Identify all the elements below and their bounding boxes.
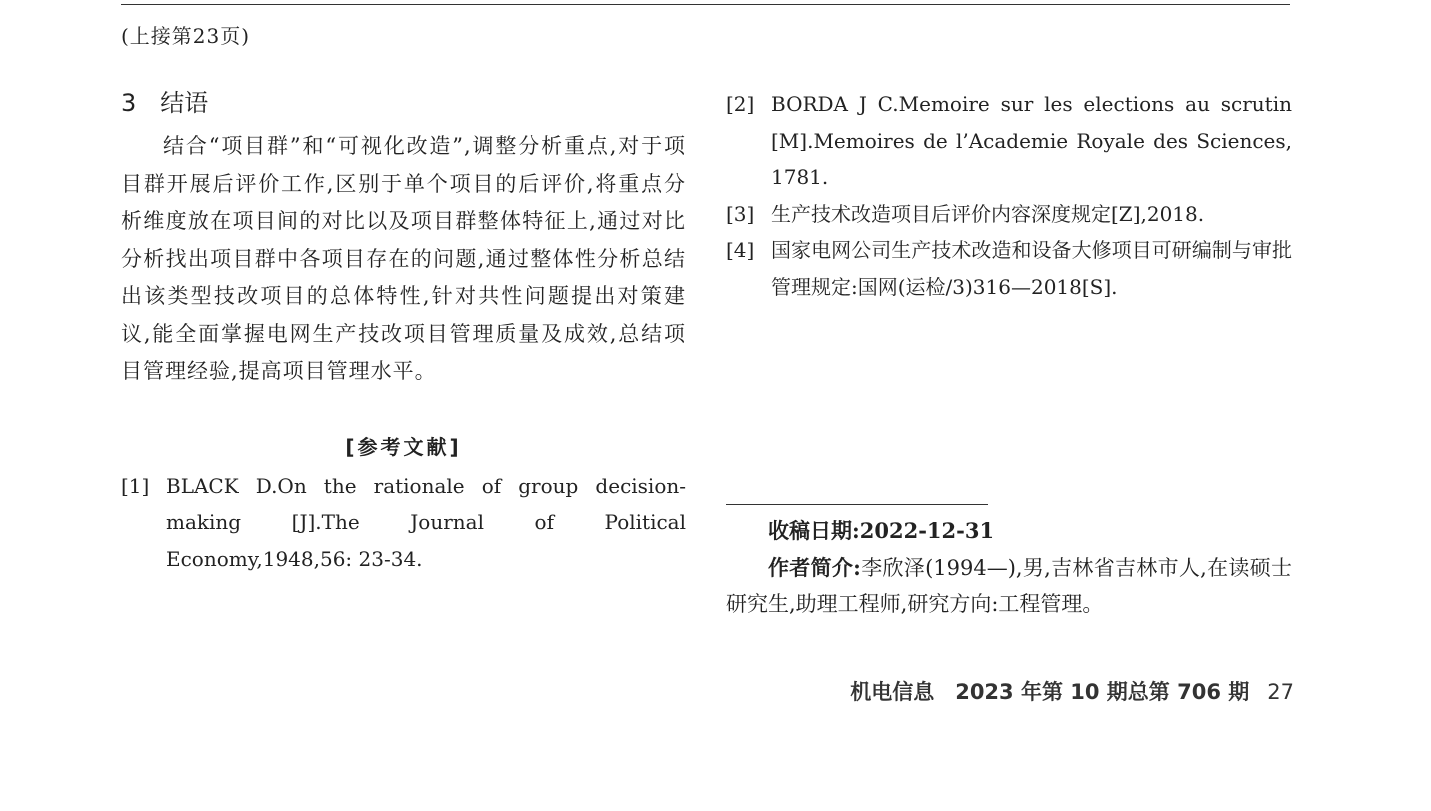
reference-text: BLACK D.On the rationale of group decision-making [J].The Journal of Political Economy,1948,56: 23-34.: [166, 473, 686, 571]
right-column: [726, 86, 1292, 623]
section-number: 3: [121, 89, 137, 117]
author-bio-text: 李欣泽(1994—),男,吉林省吉林市人,在读硕士研究生,助理工程师,研究方向:工程管理。: [726, 555, 1292, 616]
reference-number: [1]: [121, 473, 150, 498]
continuation-note: (上接第23页): [121, 24, 251, 48]
conclusion-paragraph: 结合“项目群”和“可视化改造”,调整分析重点,对于项目群开展后评价工作,区别于单个项目的后评价,将重点分析维度放在项目间的对比以及项目群整体特征上,通过对比分析找出项目群中各项目存在的问题,通过整体性分析总结出该类型技改项目的总体特性,针对共性问题提出对策建议,能全面掌握电网生产技改项目管理质量及成效,总结项目管理经验,提高项目管理水平。: [121, 134, 686, 383]
reference-item: [726, 86, 1292, 196]
reference-number: [4]: [726, 238, 755, 262]
footnote-separator: [726, 504, 988, 505]
received-date: [726, 513, 1292, 550]
reference-text: BORDA J C.Memoire sur les elections au scrutin [M].Memoires de l’Academie Royale des Sciences, 1781.: [771, 92, 1292, 189]
page-number: 27: [1267, 680, 1294, 704]
top-rule: [121, 4, 1290, 5]
received-date-label: 收稿日期:: [768, 518, 860, 543]
received-date-value: 2022-12-31: [859, 518, 995, 543]
reference-item: [121, 468, 686, 578]
section-title: 结语: [160, 89, 209, 117]
reference-number: [3]: [726, 201, 755, 226]
author-bio-label: 作者简介:: [768, 554, 861, 580]
author-bio: [726, 550, 1292, 623]
left-column: [121, 86, 686, 577]
journal-issue: 机电信息 2023 年第 10 期总第 706 期: [850, 680, 1250, 704]
reference-text: 国家电网公司生产技术改造和设备大修项目可研编制与审批管理规定:国网(运检/3)316—2018[S].: [771, 238, 1292, 299]
reference-number: [2]: [726, 92, 755, 116]
reference-text: 生产技术改造项目后评价内容深度规定[Z],2018.: [771, 201, 1205, 226]
reference-item: [726, 196, 1292, 233]
reference-item: [726, 232, 1292, 305]
references-heading: [参考文献]: [345, 434, 462, 459]
section-heading: [121, 86, 686, 120]
page-footer: [850, 676, 1294, 706]
